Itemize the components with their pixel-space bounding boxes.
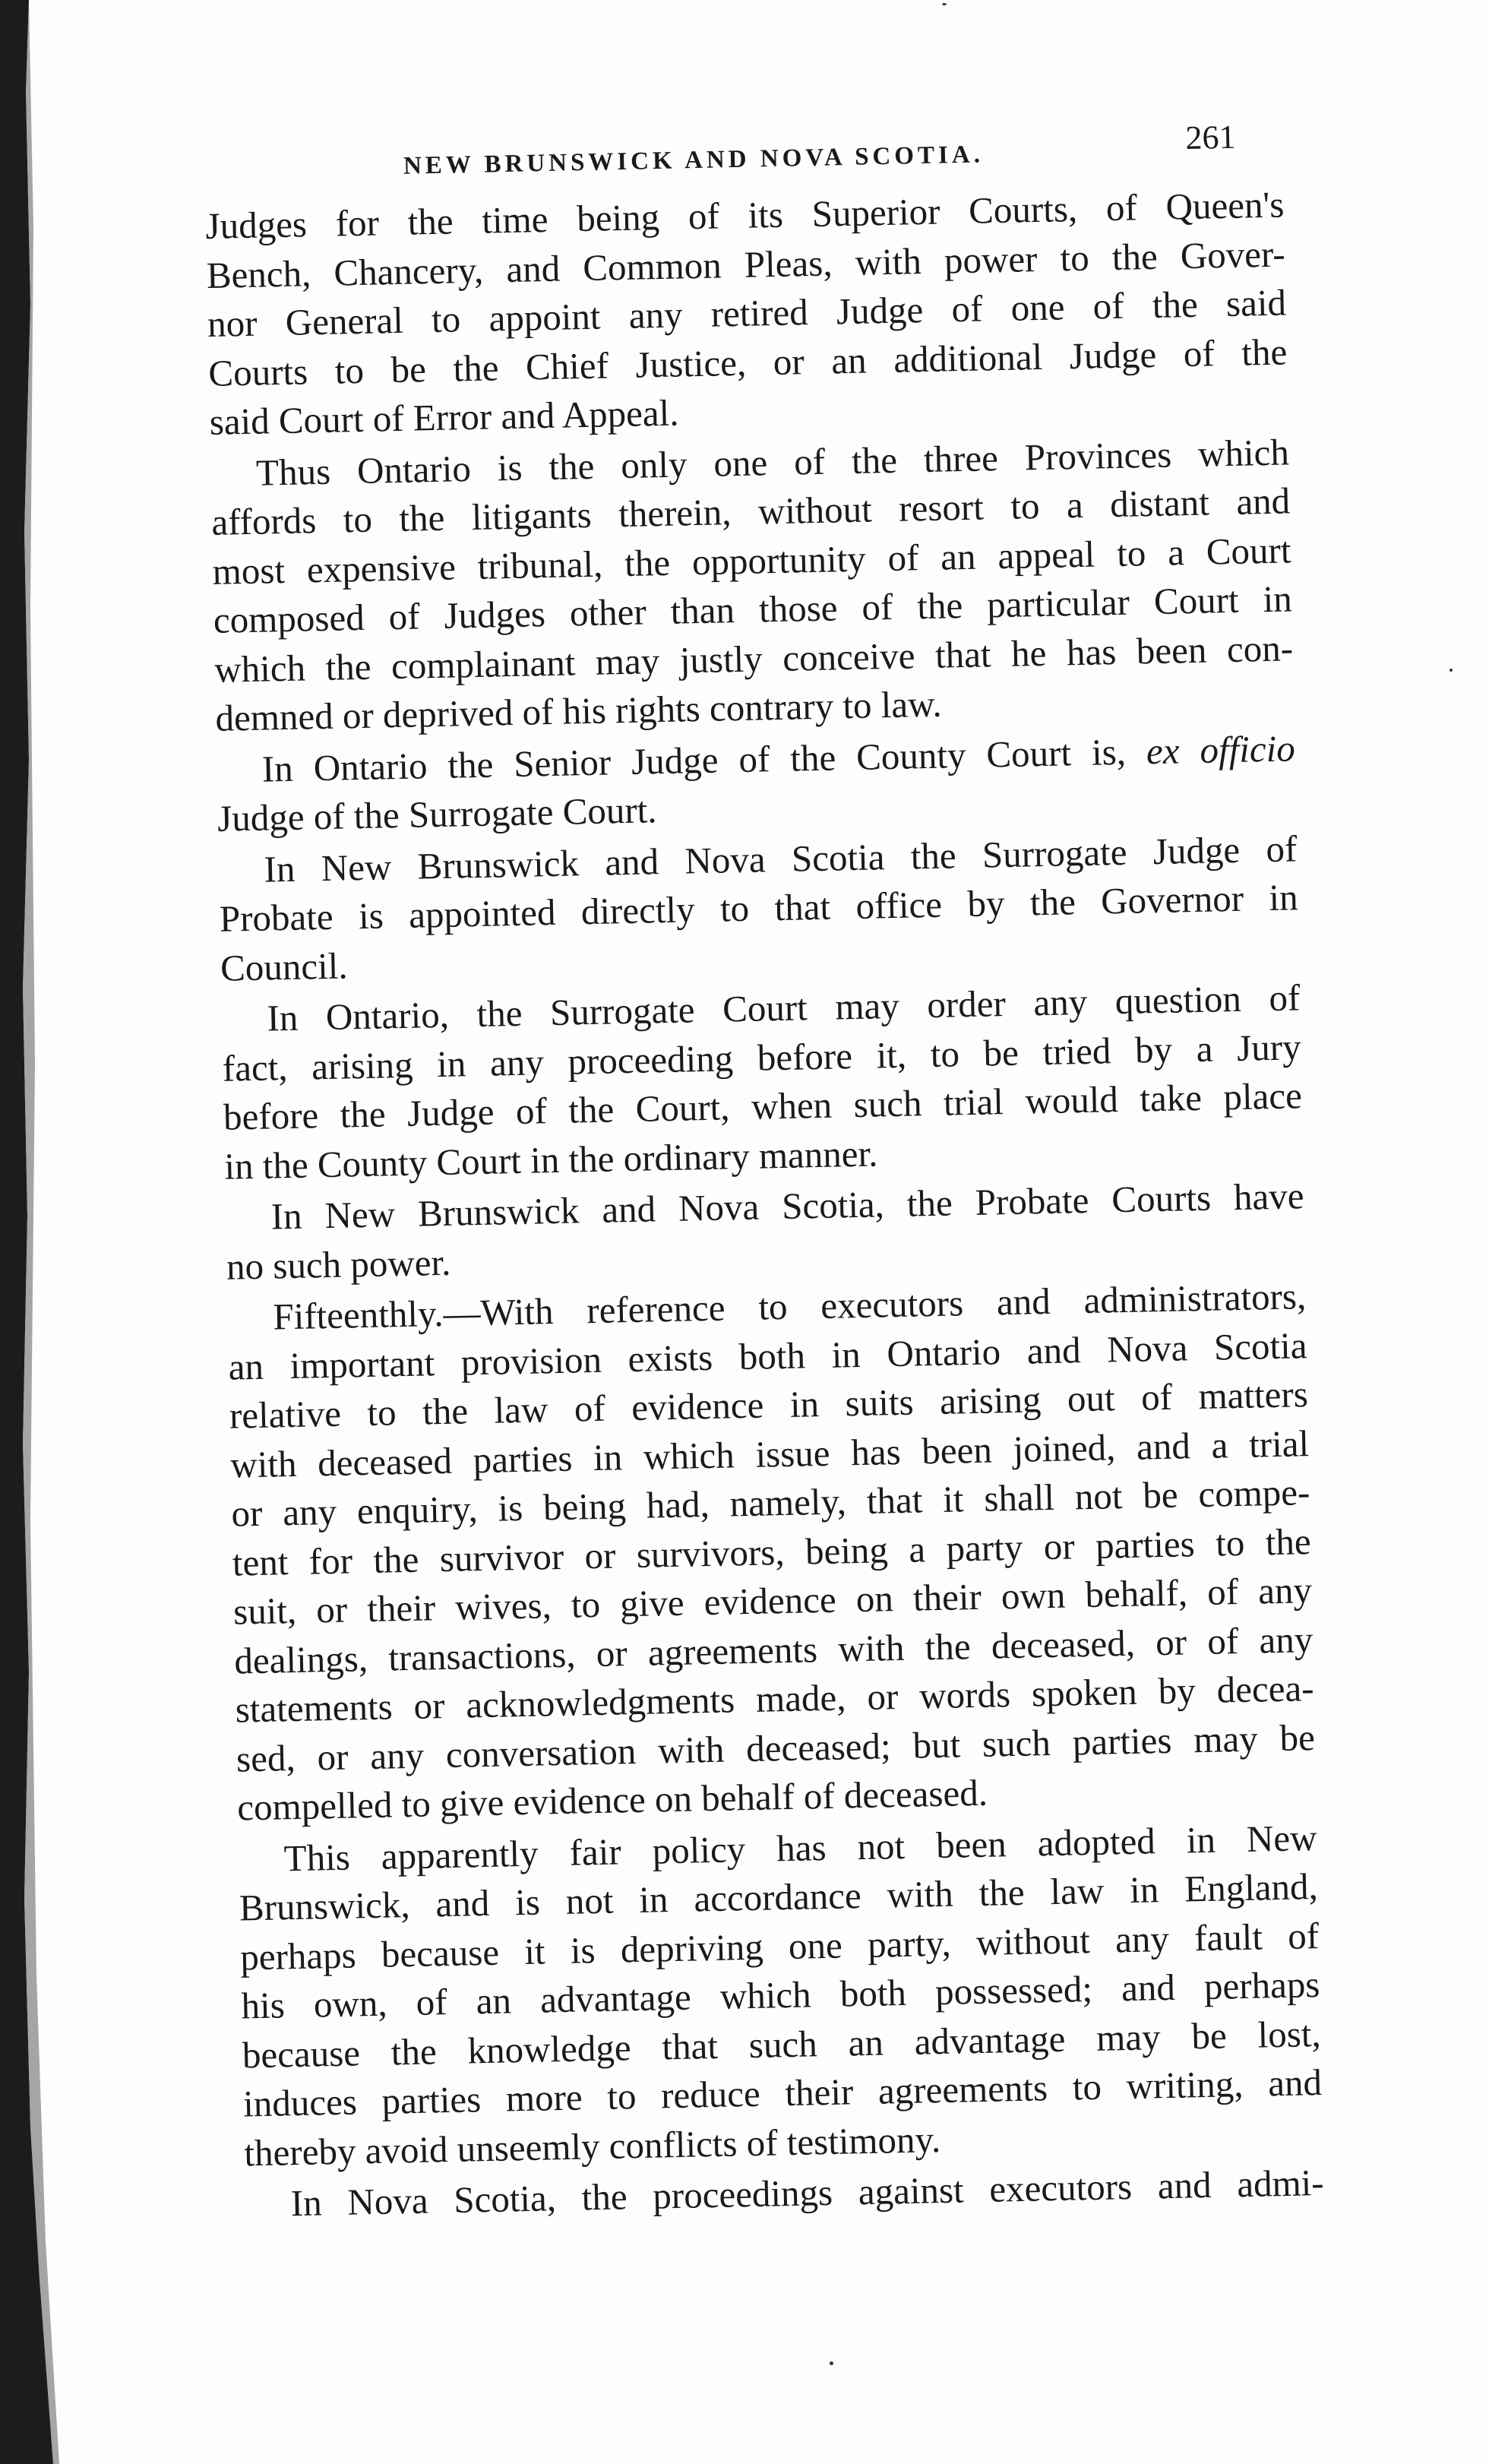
text-line: In New Brunswick and Nova Scotia, the Probate Courts have xyxy=(270,1175,1305,1238)
latin-term: ex officio xyxy=(1146,726,1296,772)
text-line: which the complainant may justly conceive that he has been con- xyxy=(213,626,1294,691)
body-text xyxy=(205,180,1324,2228)
text-line: sed, or any conversation with deceased; but such parties may be xyxy=(236,1716,1316,1780)
text-line: said Court of Error and Appeal. xyxy=(209,391,679,443)
binding-shadow-graphic xyxy=(0,0,59,2464)
page-number: 261 xyxy=(1185,118,1236,157)
text-line: his own, of an advantage which both possessed; and perhaps xyxy=(241,1963,1320,2027)
text-line: no such power. xyxy=(226,1241,451,1288)
text-line: Thus Ontario is the only one of the three Provinces which xyxy=(255,430,1290,494)
text-line: Probate is appointed directly to that office by the Governor in xyxy=(219,876,1299,940)
text-line: compelled to give evidence on behalf of deceased. xyxy=(236,1771,988,1829)
text-line: thereby avoid unseemly conflicts of testimony. xyxy=(243,2118,941,2174)
text-line: Bench, Chancery, and Common Pleas, with power to the Gover- xyxy=(206,232,1286,296)
binding-edge xyxy=(0,0,59,2464)
text-line: demned or deprived of his rights contrary to law. xyxy=(215,682,943,739)
scan-speck xyxy=(1449,669,1453,672)
text-block xyxy=(204,108,1324,2229)
scan-speck xyxy=(942,3,947,5)
text-line: Judge of the Surrogate Court. xyxy=(217,789,658,840)
text-line: perhaps because it is depriving one party, without any fault of xyxy=(239,1914,1320,1978)
text-line: Council. xyxy=(220,944,349,989)
text-line: In Ontario, the Surrogate Court may order any question of xyxy=(266,976,1301,1039)
text-line: before the Judge of the Court, when such trial would take place xyxy=(223,1074,1303,1138)
text-line: tent for the survivor or survivors, being a party or parties to the xyxy=(232,1520,1312,1584)
text-line: In Ontario the Senior Judge of the County Court is, ex officio xyxy=(261,726,1296,790)
text-line: Fifteenthly.—With reference to executors and administrators, xyxy=(272,1275,1307,1338)
text-line: In Nova Scotia, the proceedings against executors and admi- xyxy=(290,2161,1325,2225)
text-line: composed of Judges other than those of the particular Court in xyxy=(213,577,1293,641)
text-line: an important provision exists both in Ontario and Nova Scotia xyxy=(228,1324,1307,1388)
text-line: most expensive tribunal, the opportunity of an appeal to a Court xyxy=(212,528,1291,593)
text-line: dealings, transactions, or agreements with the deceased, or of any xyxy=(233,1618,1314,1682)
text-line: affords to the litigants therein, without resort to a distant and xyxy=(210,479,1291,543)
text-line: suit, or their wives, to give evidence on their own behalf, of any xyxy=(232,1569,1313,1633)
text-line: or any enquiry, is being had, namely, that it shall not be compe- xyxy=(231,1471,1310,1535)
text-line: nor General to appoint any retired Judge of one of the said xyxy=(207,281,1287,345)
text-line: In New Brunswick and Nova Scotia the Surrogate Judge of xyxy=(264,827,1298,890)
text-line: induces parties more to reduce their agreements to writing, and xyxy=(242,2061,1323,2125)
text-line: Judges for the time being of its Superior Courts, of Queen's xyxy=(205,183,1285,247)
text-line: because the knowledge that such an advantage may be lost, xyxy=(242,2012,1322,2076)
text-line: Courts to be the Chief Justice, or an additional Judge of the xyxy=(207,330,1288,394)
text-line: statements or acknowledgments made, or words spoken by decea- xyxy=(235,1667,1315,1731)
text-line: with deceased parties in which issue has been joined, and a trial xyxy=(229,1422,1310,1486)
scan-speck xyxy=(830,2361,833,2365)
text-line: in the County Court in the ordinary manner. xyxy=(223,1131,878,1188)
text-line: This apparently fair policy has not been adopted in New xyxy=(283,1816,1317,1879)
running-title: NEW BRUNSWICK AND NOVA SCOTIA. xyxy=(403,141,985,180)
text-line: relative to the law of evidence in suits arising out of matters xyxy=(229,1373,1309,1437)
text-line: fact, arising in any proceeding before it, to be tried by a Jury xyxy=(222,1025,1302,1090)
text-line: Brunswick, and is not in accordance with the law in England, xyxy=(239,1865,1319,1929)
